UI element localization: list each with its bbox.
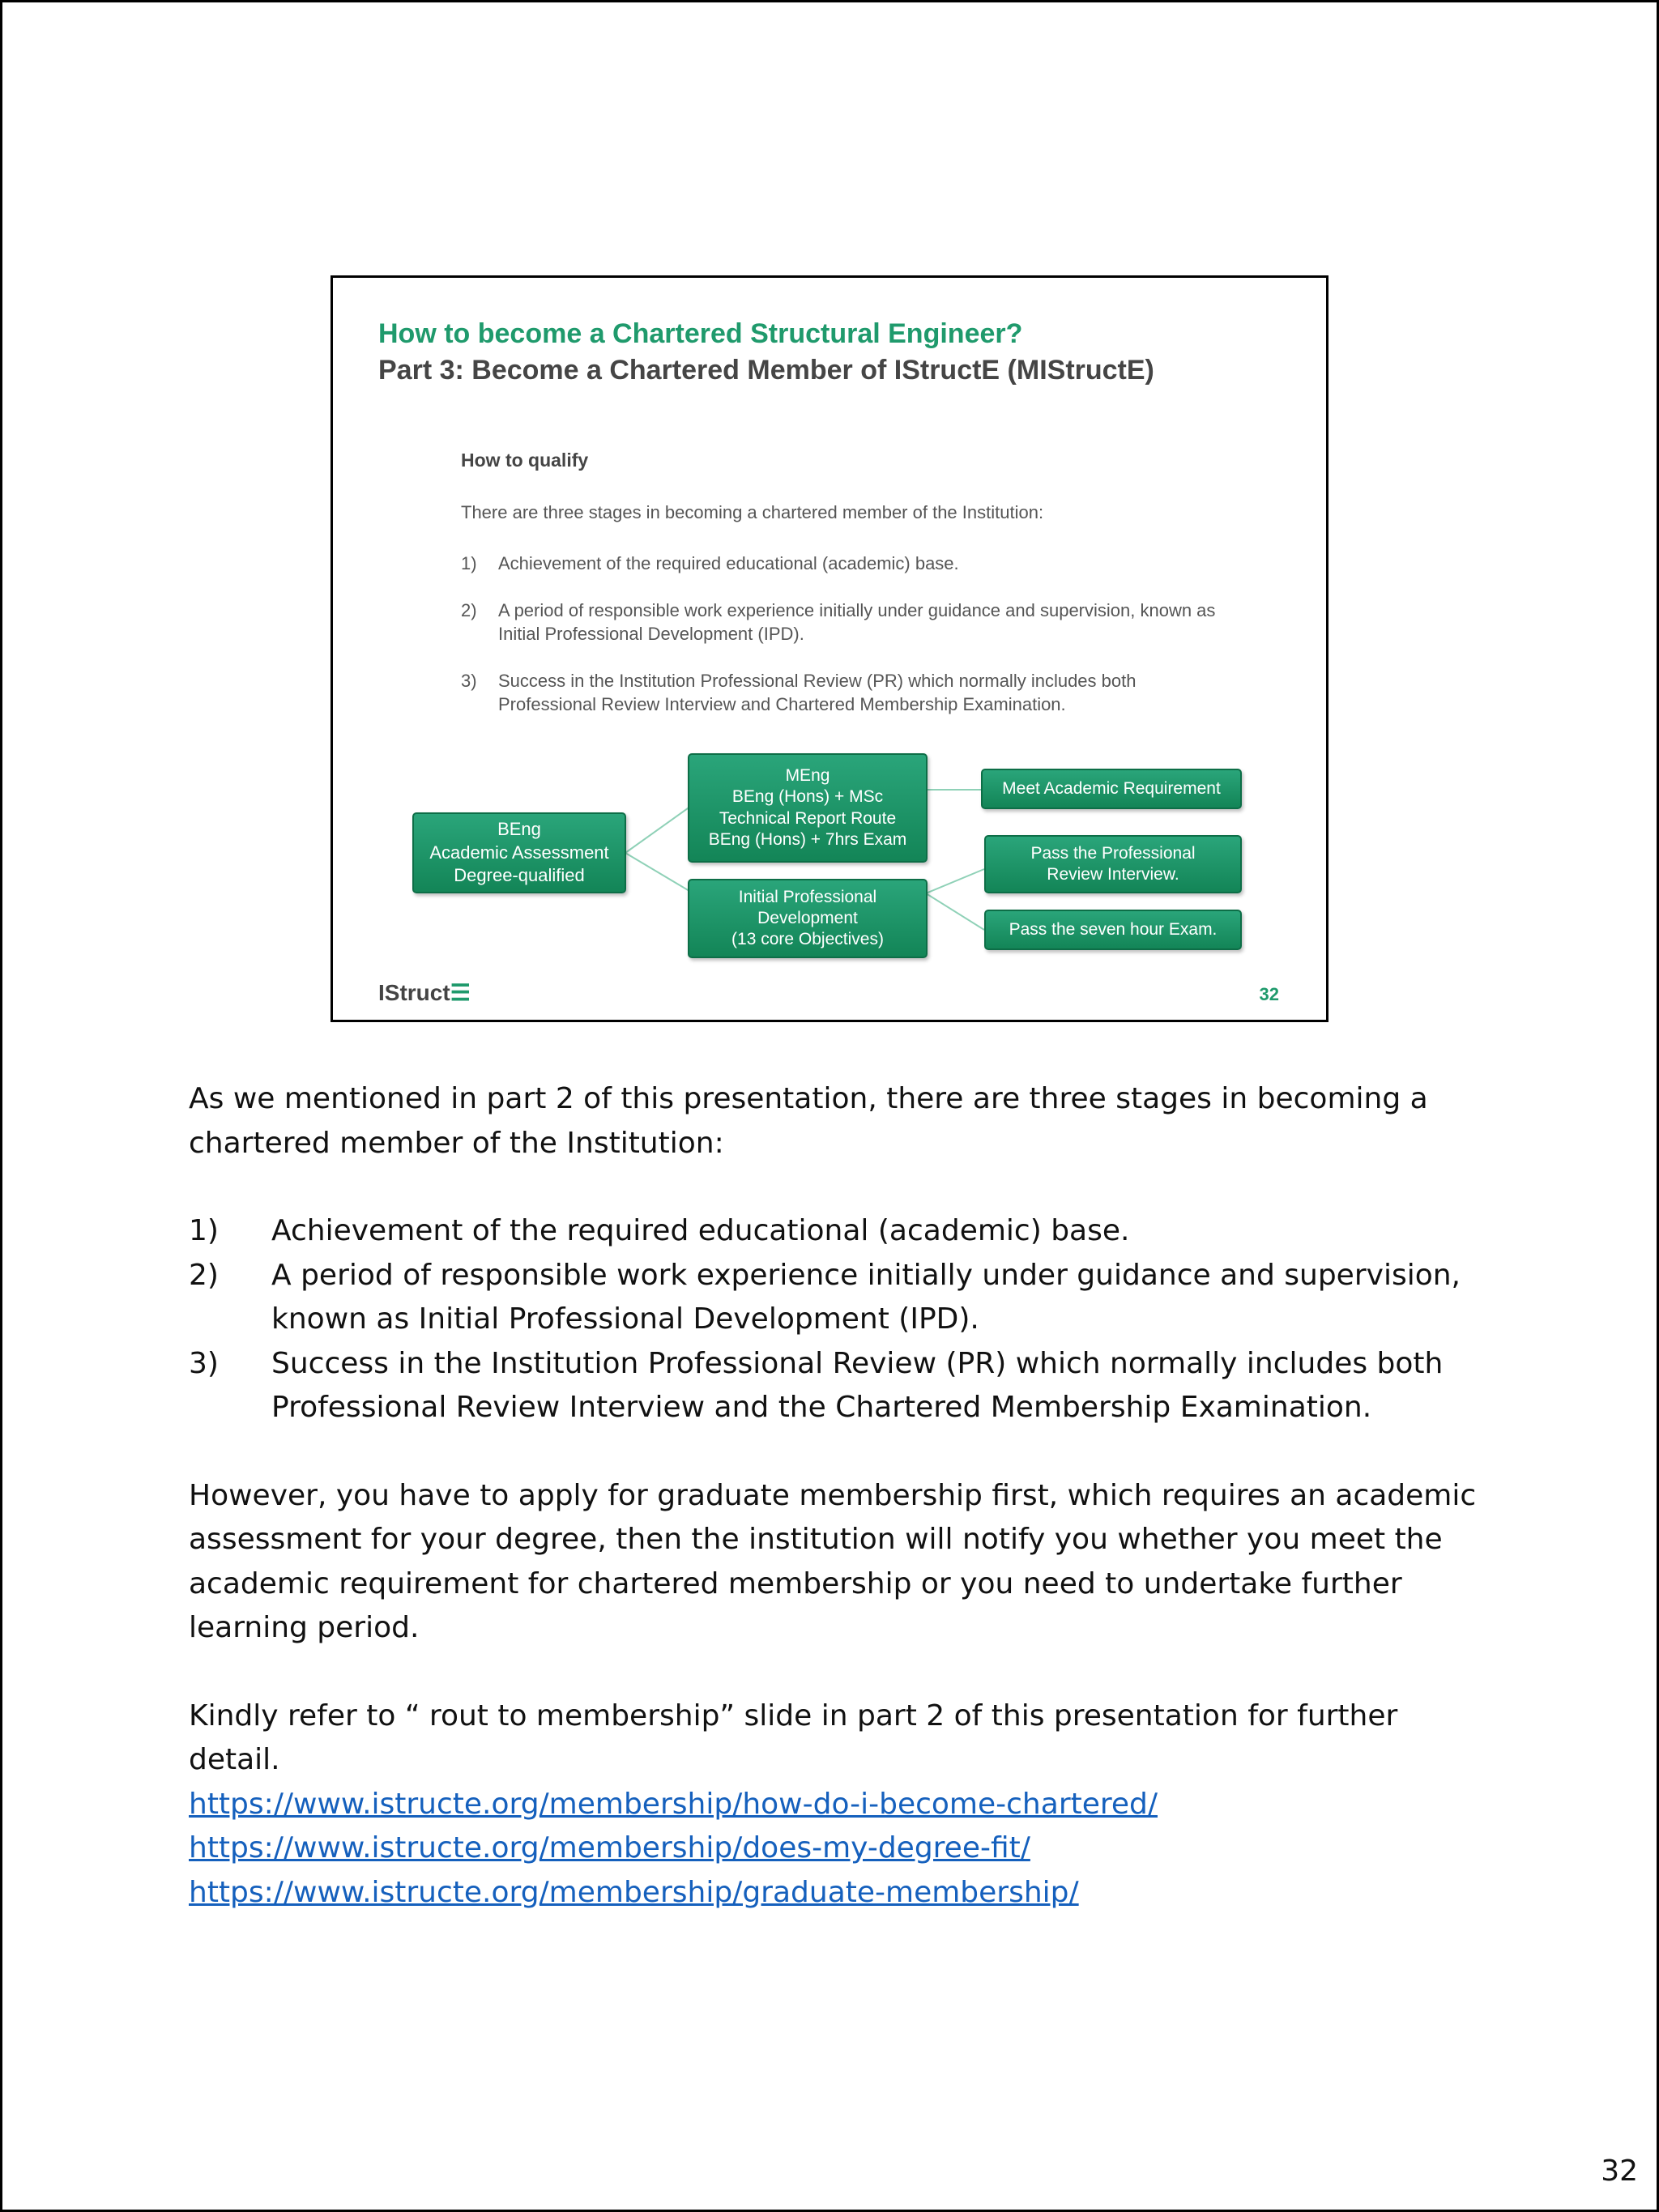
slide-title: How to become a Chartered Structural Engineer? xyxy=(378,318,1023,349)
page-number: 32 xyxy=(1601,2154,1638,2188)
pass-interview-line: Pass the Professional xyxy=(1030,843,1196,863)
ipd-line: Initial Professional xyxy=(738,887,877,906)
pass-interview-line: Review Interview. xyxy=(1047,865,1179,884)
notes-stage-text: Success in the Institution Professional Review (PR) which normally includes both Professional Review Interview and the Chartered Membership Examination. xyxy=(271,1346,1444,1424)
connector-line xyxy=(926,893,984,930)
notes-stage-item xyxy=(189,1342,1485,1430)
pass-exam-box xyxy=(984,910,1242,950)
meng-line: BEng (Hons) + 7hrs Exam xyxy=(708,829,907,849)
connector-line xyxy=(926,869,984,893)
stage-number: 2) xyxy=(461,600,477,620)
slide-intro: There are three stages in becoming a chartered member of the Institution: xyxy=(461,502,1044,522)
logo-text: IStruct xyxy=(378,980,450,1005)
slide-image xyxy=(331,275,1328,1022)
meng-box xyxy=(688,753,928,863)
link-graduate-membership[interactable]: https://www.istructe.org/membership/graduate-membership/ xyxy=(189,1875,1079,1909)
qualify-heading: How to qualify xyxy=(461,450,589,471)
pass-exam-text: Pass the seven hour Exam. xyxy=(1009,919,1218,939)
notes-stage-number: 1) xyxy=(189,1214,219,1247)
ipd-line: Development xyxy=(757,908,858,927)
notes-stage-number: 2) xyxy=(189,1258,219,1292)
notes-stage-text: A period of responsible work experience initially under guidance and supervision, known as Initial Professional Development (IPD). xyxy=(271,1258,1461,1336)
ipd-line: (13 core Objectives) xyxy=(731,930,884,949)
notes-stage-text: Achievement of the required educational (academic) base. xyxy=(271,1214,1130,1247)
speaker-notes xyxy=(189,1077,1485,1915)
notes-stage-item xyxy=(189,1254,1485,1342)
pass-interview-box xyxy=(984,835,1242,893)
academic-requirement-text: Meet Academic Requirement xyxy=(1002,778,1221,798)
stage-text: Achievement of the required educational (academic) base. xyxy=(498,553,959,573)
notes-stage-list xyxy=(189,1209,1485,1430)
ipd-box xyxy=(688,879,928,958)
meng-line: BEng (Hons) + MSc xyxy=(731,787,884,807)
meng-line: Technical Report Route xyxy=(719,808,897,828)
connector-line xyxy=(625,804,693,853)
connector-line xyxy=(625,853,693,893)
beng-box xyxy=(412,812,626,893)
stage-text: Success in the Institution Professional Review (PR) which normally includes both Professional Review Interview and Chartered Membership Examination. xyxy=(498,671,1137,714)
notes-stage-number: 3) xyxy=(189,1346,219,1380)
notes-intro: As we mentioned in part 2 of this presentation, there are three stages in becoming a chartered member of the Institution: xyxy=(189,1082,1428,1160)
meng-line: MEng xyxy=(785,766,830,785)
beng-line: BEng xyxy=(497,819,541,840)
notes-stage-item xyxy=(189,1209,1485,1254)
stage-number: 3) xyxy=(461,671,477,691)
istructe-logo xyxy=(378,979,471,1006)
academic-requirement-box xyxy=(981,769,1242,809)
logo-e-mark-icon: ☰ xyxy=(450,980,471,1005)
beng-line: Degree-qualified xyxy=(454,865,585,886)
beng-line: Academic Assessment xyxy=(429,842,609,863)
notes-kindly: Kindly refer to “ rout to membership” slide in part 2 of this presentation for further detail. xyxy=(189,1698,1398,1776)
link-degree-fit[interactable]: https://www.istructe.org/membership/does-my-degree-fit/ xyxy=(189,1831,1030,1865)
slide-number: 32 xyxy=(1259,984,1279,1004)
stage-text: A period of responsible work experience initially under guidance and supervision, known as Initial Professional Development (IPD). xyxy=(498,600,1216,644)
stage-number: 1) xyxy=(461,553,477,573)
notes-however: However, you have to apply for graduate membership first, which requires an academic assessment for your degree, then the institution will notify you whether you meet the academic requirement for chartered membership or you need to undertake further learning period. xyxy=(189,1478,1477,1644)
slide-subtitle: Part 3: Become a Chartered Member of IStructE (MIStructE) xyxy=(378,355,1154,386)
link-become-chartered[interactable]: https://www.istructe.org/membership/how-do-i-become-chartered/ xyxy=(189,1787,1158,1821)
